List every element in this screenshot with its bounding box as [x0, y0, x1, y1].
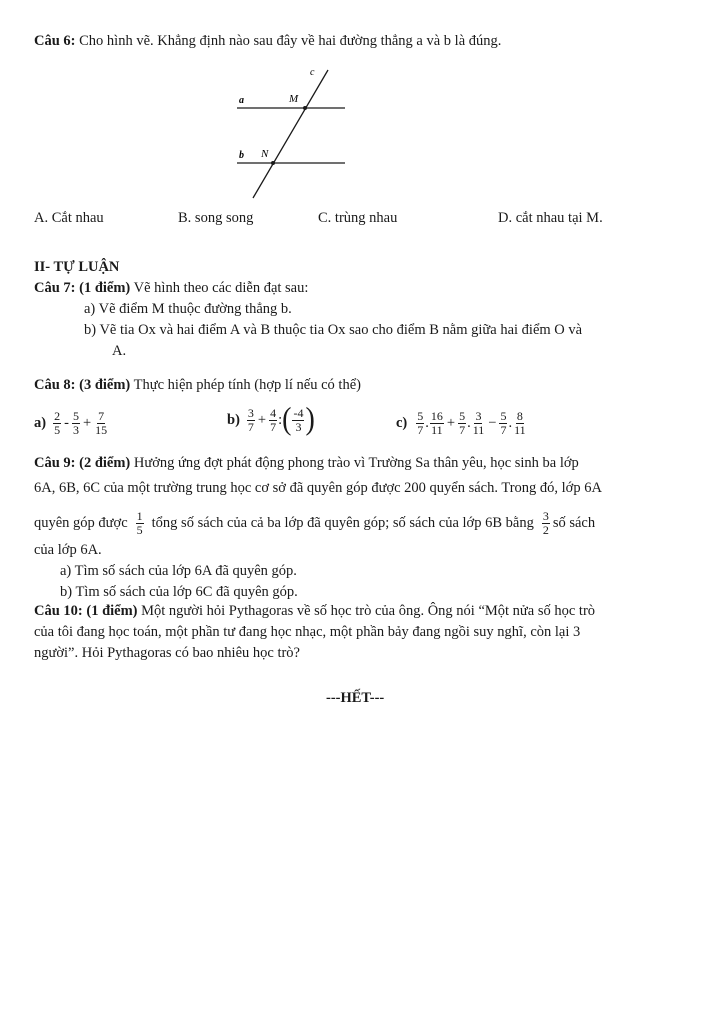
fraction	[430, 410, 444, 437]
denominator: 11	[431, 423, 443, 437]
numerator: 7	[98, 409, 105, 423]
denominator: 7	[417, 423, 424, 437]
point-N	[271, 161, 275, 165]
label-M: M	[289, 93, 299, 105]
question-9-line4: của lớp 6A.	[34, 542, 102, 558]
question-9-text: quyên góp được	[34, 515, 128, 531]
operator: .	[467, 415, 471, 431]
numerator: 1	[136, 509, 143, 523]
question-10-line1: Một người hỏi Pythagoras về số học trò của ông. Ông nói “Một nửa số học trò	[141, 603, 596, 619]
expression-c	[396, 410, 528, 437]
question-10-line2: của tôi đang học toán, một phần tư đang học nhạc, một phần bảy đang ngồi suy nghĩ, còn lại 3	[34, 624, 581, 640]
numerator: 3	[475, 409, 482, 423]
lines-figure	[225, 60, 355, 200]
fraction	[53, 410, 61, 437]
denominator: 3	[72, 423, 79, 437]
option-a: A. Cắt nhau	[34, 210, 104, 226]
end-marker: ---HẾT---	[326, 690, 385, 706]
fraction	[513, 410, 527, 437]
numerator: 3	[542, 509, 549, 523]
fraction	[72, 410, 80, 437]
fraction	[542, 510, 550, 537]
numerator: 2	[54, 409, 61, 423]
question-9-part-b: b) Tìm số sách của lớp 6C đã quyên góp.	[60, 584, 298, 600]
question-7	[34, 280, 308, 297]
denominator: 7	[500, 423, 507, 437]
numerator: 5	[72, 409, 79, 423]
fraction	[499, 410, 507, 437]
question-9-text: tổng số sách của cả ba lớp đã quyên góp; số sách của lớp 6B bằng	[151, 515, 534, 531]
question-9-part-a: a) Tìm số sách của lớp 6A đã quyên góp.	[60, 563, 297, 579]
question-10-label: Câu 10: (1 điểm)	[34, 603, 138, 619]
line-c	[253, 70, 328, 198]
denominator: 2	[542, 523, 549, 537]
section-title: II- TỰ LUẬN	[34, 259, 120, 275]
question-9-line2: 6A, 6B, 6C của một trường trung học cơ sở đã quyên góp được 200 quyển sách. Trong đó, lớp 6A	[34, 480, 602, 496]
denominator: 11	[514, 423, 526, 437]
denominator: 7	[270, 419, 277, 434]
operator: +	[257, 411, 267, 428]
question-10-line3: người”. Hỏi Pythagoras có bao nhiêu học trò?	[34, 645, 300, 661]
option-c: C. trùng nhau	[318, 210, 398, 226]
expression-b-label: b)	[227, 411, 240, 428]
label-N: N	[261, 148, 269, 160]
fraction	[458, 410, 466, 437]
numerator: 4	[270, 405, 277, 420]
label-b: b	[239, 150, 244, 161]
question-8	[34, 377, 361, 394]
label-a: a	[239, 95, 244, 106]
denominator: 15	[95, 423, 108, 437]
left-paren: (	[282, 401, 292, 438]
operator: +	[82, 415, 92, 431]
expression-c-label: c)	[396, 415, 408, 431]
numerator: 16	[430, 409, 443, 423]
question-9-label: Câu 9: (2 điểm)	[34, 455, 131, 471]
operator: .	[425, 415, 429, 431]
point-M	[303, 106, 307, 110]
denominator: 5	[136, 523, 143, 537]
fraction	[472, 410, 486, 437]
numerator: -4	[293, 405, 304, 420]
question-7-part-a: a) Vẽ điểm M thuộc đường thẳng b.	[84, 301, 292, 317]
denominator: 11	[472, 423, 485, 437]
numerator: 8	[516, 409, 523, 423]
fraction	[269, 407, 277, 434]
operator: .	[508, 415, 513, 431]
fraction	[136, 510, 144, 537]
denominator: 5	[54, 423, 61, 437]
question-7-part-b-cont: A.	[112, 343, 127, 359]
right-paren: )	[305, 401, 315, 438]
fraction	[292, 407, 304, 434]
fraction	[247, 407, 255, 434]
denominator: 7	[247, 419, 254, 434]
question-6	[34, 33, 501, 50]
denominator: 7	[459, 423, 466, 437]
fraction	[416, 410, 424, 437]
question-10	[34, 603, 595, 620]
operator: −	[488, 415, 497, 431]
denominator: 3	[295, 419, 302, 434]
question-7-label: Câu 7: (1 điểm)	[34, 280, 131, 296]
question-9-line1: Hưởng ứng đợt phát động phong trào vì Trường Sa thân yêu, học sinh ba lớp	[133, 455, 579, 471]
label-c: c	[310, 67, 315, 78]
option-b: B. song song	[178, 210, 254, 226]
expression-a	[34, 410, 109, 437]
question-8-label: Câu 8: (3 điểm)	[34, 377, 131, 393]
question-6-text: Cho hình vẽ. Khẳng định nào sau đây về hai đường thẳng a và b là đúng.	[79, 33, 502, 49]
expression-a-label: a)	[34, 415, 47, 431]
question-9	[34, 455, 579, 472]
numerator: 5	[459, 409, 466, 423]
numerator: 5	[417, 409, 424, 423]
numerator: 3	[247, 405, 254, 420]
option-d: D. cắt nhau tại M.	[498, 210, 603, 226]
numerator: 5	[500, 409, 507, 423]
operator: +	[446, 415, 456, 431]
fraction	[94, 410, 108, 437]
question-9-text: số sách	[552, 515, 596, 531]
expression-b	[227, 401, 315, 438]
operator: -	[64, 415, 69, 431]
question-6-label: Câu 6:	[34, 33, 76, 49]
question-8-text: Thực hiện phép tính (hợp lí nếu có thể)	[133, 377, 361, 393]
question-7-part-b: b) Vẽ tia Ox và hai điểm A và B thuộc tia Ox sao cho điểm B nằm giữa hai điểm O và	[84, 322, 583, 338]
question-7-text: Vẽ hình theo các diễn đạt sau:	[133, 280, 309, 296]
operator: :	[278, 411, 283, 428]
question-9-line3	[34, 510, 696, 537]
